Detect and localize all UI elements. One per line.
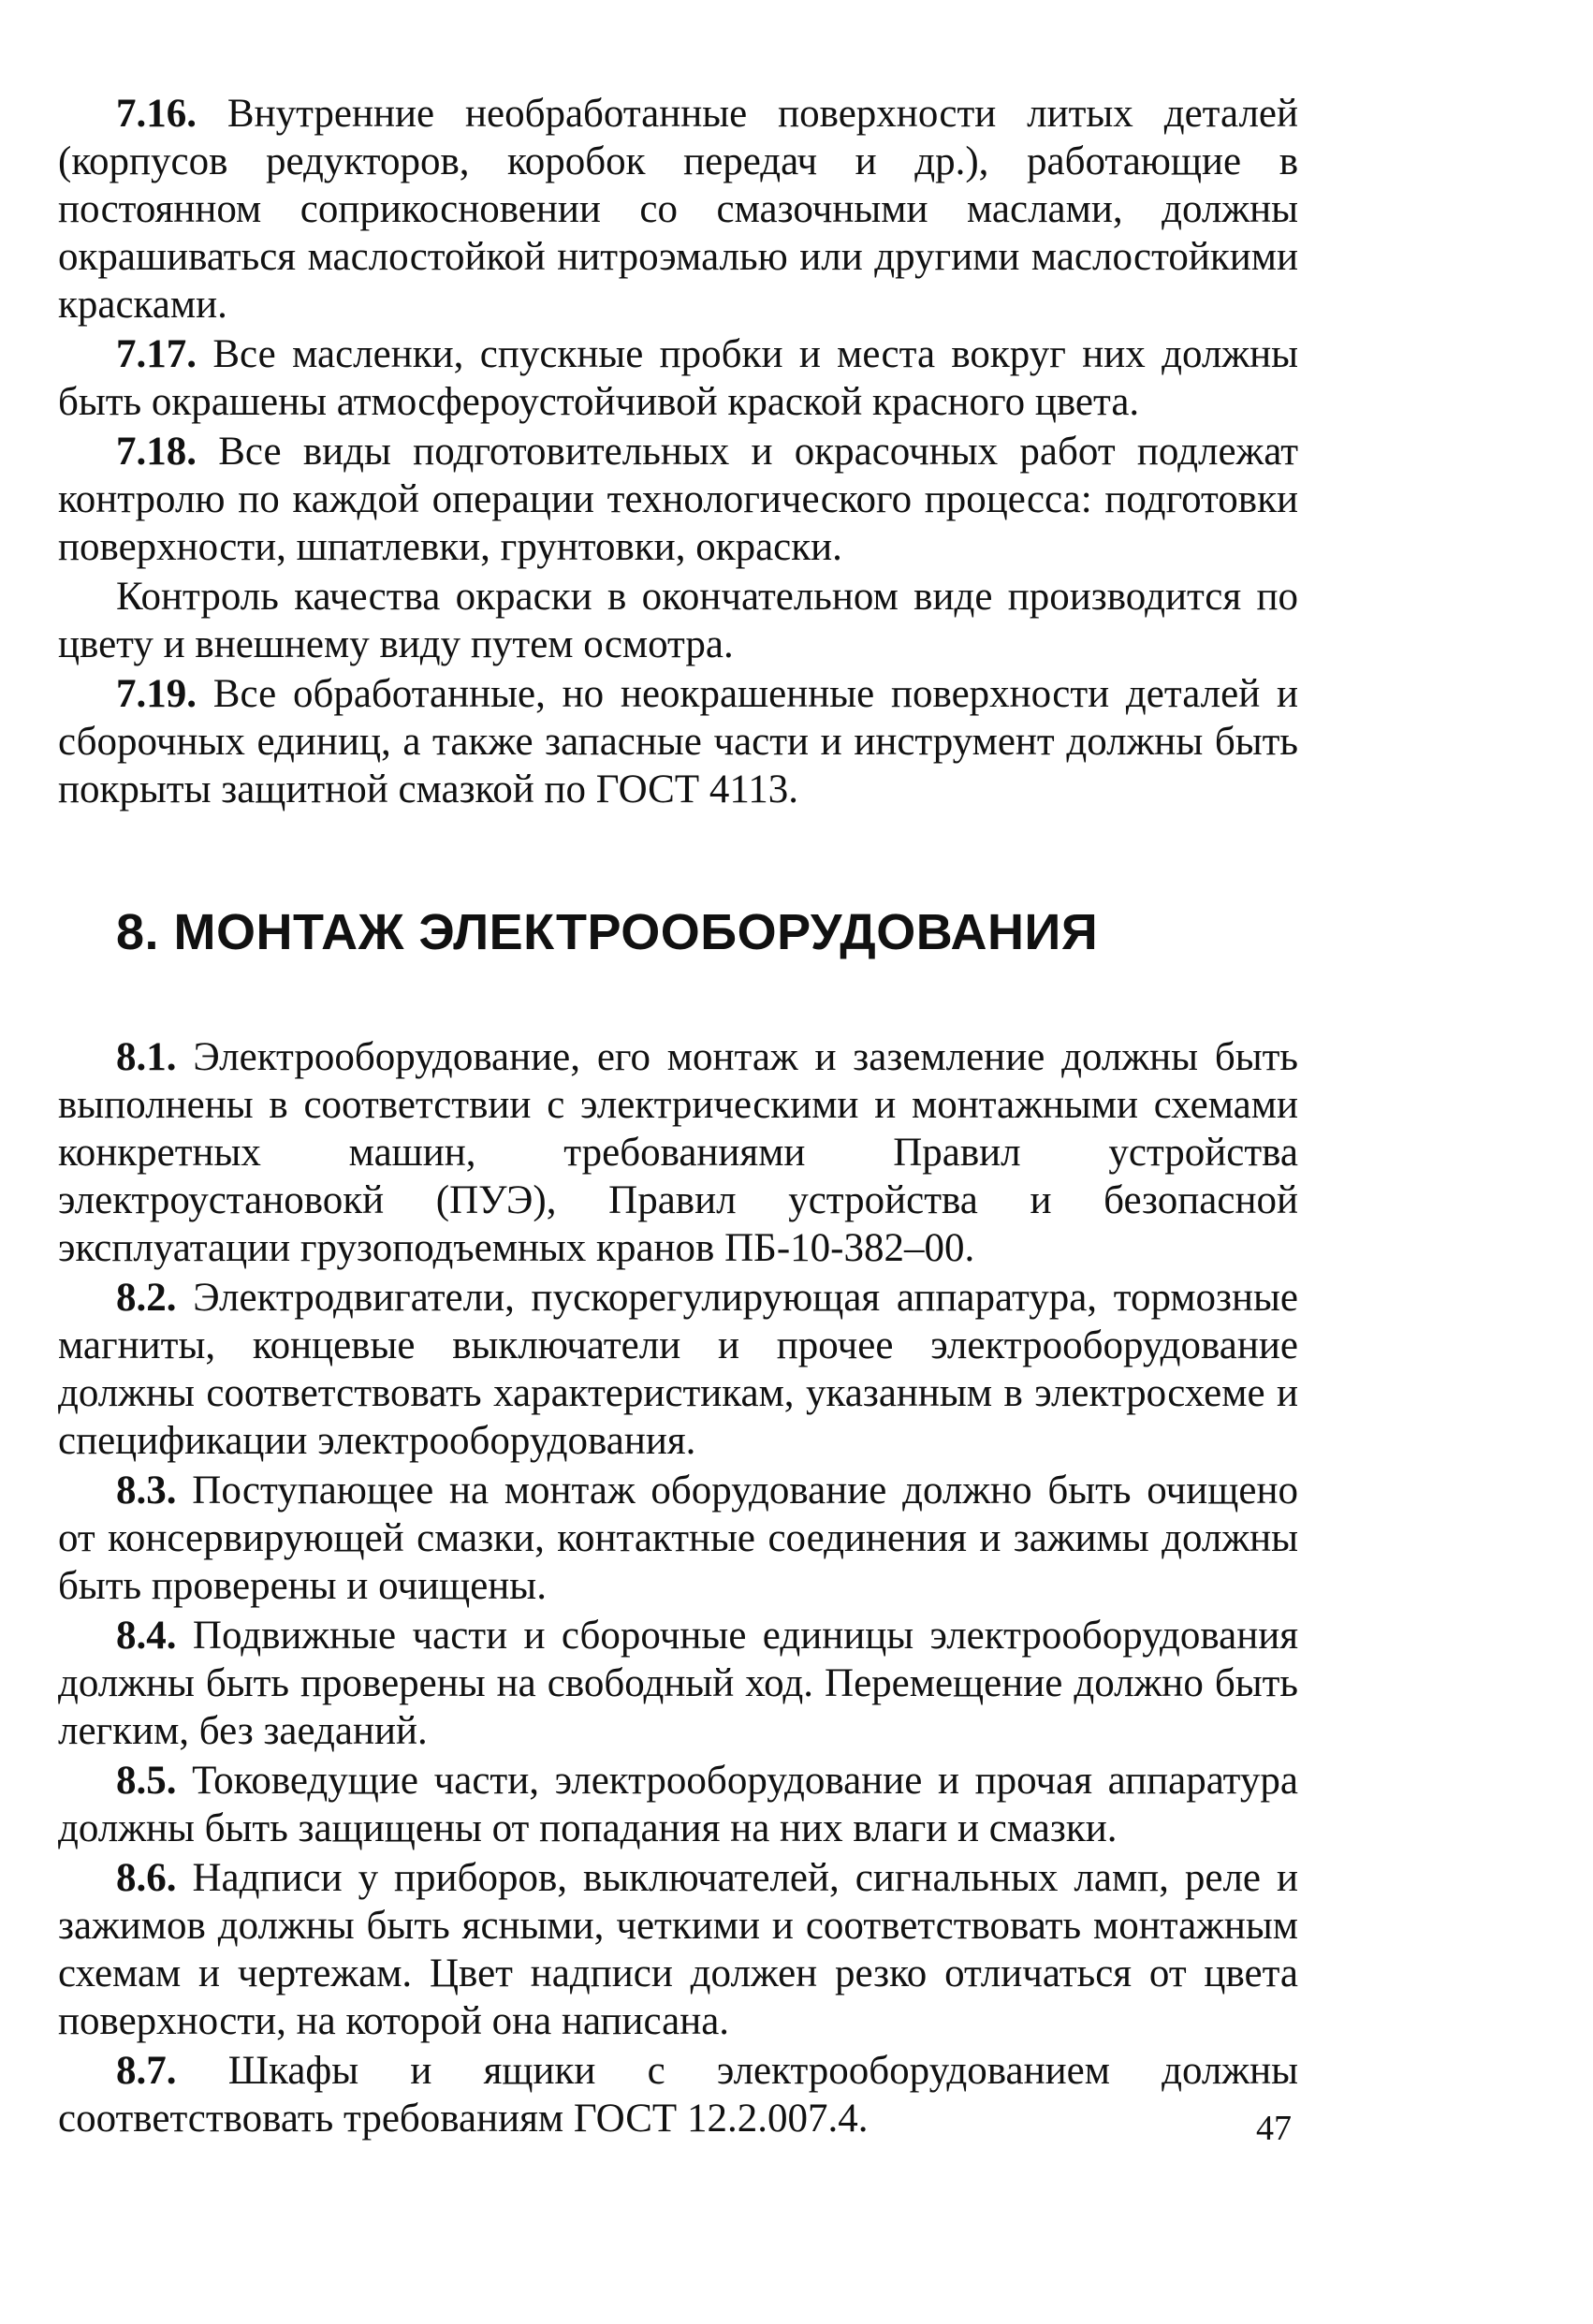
clause-number: 8.3. — [116, 1469, 177, 1513]
clause-number: 7.17. — [116, 332, 197, 376]
page-number: 47 — [1256, 2109, 1292, 2148]
clause-text: Токоведущие части, электрооборудование и прочая аппаратура должны быть защищены от попадания на них влаги и смазки. — [58, 1759, 1298, 1850]
clause-text: Электрооборудование, его монтаж и заземление должны быть выполнены в соответствии с электрическими и монтажными схемами конкретных машин, требованиями Правил устройства электроустановокй (ПУЭ), Правил устройства и безопасной эксплуатации грузоподъемных кранов ПБ-10-382–00. — [58, 1035, 1298, 1270]
paragraph-8-4 — [58, 1612, 1298, 1755]
clause-text: Все обработанные, но неокрашенные поверхности деталей и сборочных единиц, а также запасные части и инструмент должны быть покрыты защитной смазкой по ГОСТ 4113. — [58, 672, 1299, 811]
clause-text: Электродвигатели, пускорегулирующая аппаратура, тормозные магниты, концевые выключатели и прочее электрооборудование должны соответствовать характеристикам, указанным в электросхеме и спецификации электрооборудования. — [58, 1276, 1298, 1463]
clause-number: 8.5. — [116, 1759, 177, 1803]
paragraph-7-17 — [58, 330, 1298, 426]
clause-number: 8.4. — [116, 1614, 177, 1658]
paragraph-7-18 — [58, 428, 1298, 571]
paragraph-8-5 — [58, 1757, 1298, 1852]
document-page — [58, 90, 1298, 2142]
clause-text: Внутренние необработанные поверхности литых деталей (корпусов редукторов, коробок передач и др.), работающие в постоянном соприкосновении со смазочными маслами, должны окрашиваться маслостойкой нитроэмалью или другими маслостойкими красками. — [58, 92, 1298, 327]
clause-number: 8.6. — [116, 1856, 177, 1900]
clause-text: Подвижные части и сборочные единицы электрооборудования должны быть проверены на свободный ход. Перемещение должно быть легким, без заеданий. — [58, 1614, 1299, 1753]
clause-number: 7.19. — [116, 672, 197, 716]
paragraph-8-1 — [58, 1033, 1298, 1272]
clause-text: Надписи у приборов, выключателей, сигнальных ламп, реле и зажимов должны быть ясными, четкими и соответствовать монтажным схемам и чертежам. Цвет надписи должен резко отличаться от цвета поверхности, на которой она написана. — [58, 1856, 1298, 2043]
clause-text: Контроль качества окраски в окончательном виде производится по цвету и внешнему виду путем осмотра. — [58, 575, 1298, 666]
paragraph-8-7 — [58, 2047, 1298, 2142]
clause-text: Все виды подготовительных и окрасочных работ подлежат контролю по каждой операции технологического процесса: подготовки поверхности, шпатлевки, грунтовки, окраски. — [58, 430, 1299, 569]
clause-number: 7.18. — [116, 430, 197, 474]
paragraph-7-18-continued — [58, 573, 1298, 668]
clause-text: Шкафы и ящики с электрооборудованием должны соответствовать требованиям ГОСТ 12.2.007.4. — [58, 2049, 1298, 2141]
clause-text: Все масленки, спускные пробки и места вокруг них должны быть окрашены атмосфероустойчивой краской красного цвета. — [58, 332, 1298, 424]
paragraph-8-3 — [58, 1467, 1298, 1610]
clause-number: 8.7. — [116, 2049, 177, 2093]
clause-number: 7.16. — [116, 92, 197, 136]
section-heading: 8. МОНТАЖ ЭЛЕКТРООБОРУДОВАНИЯ — [116, 904, 1099, 960]
paragraph-8-6 — [58, 1854, 1298, 2045]
paragraph-7-16 — [58, 90, 1298, 329]
clause-text: Поступающее на монтаж оборудование должно быть очищено от консервирующей смазки, контактные соединения и зажимы должны быть проверены и очищены. — [58, 1469, 1298, 1608]
clause-number: 8.1. — [116, 1035, 177, 1079]
paragraph-7-19 — [58, 670, 1298, 813]
clause-number: 8.2. — [116, 1276, 177, 1320]
paragraph-8-2 — [58, 1274, 1298, 1465]
